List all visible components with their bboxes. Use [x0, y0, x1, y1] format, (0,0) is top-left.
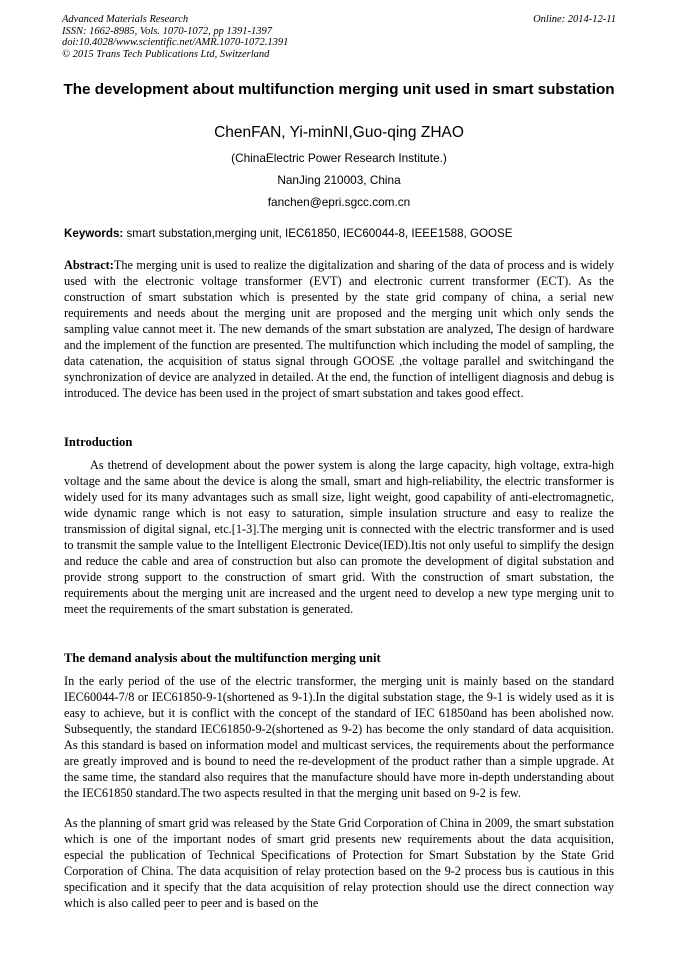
- journal-name: Advanced Materials Research: [62, 14, 189, 25]
- affiliation-city: NanJing 210003, China: [277, 173, 401, 187]
- abstract-label: Abstract:: [64, 258, 114, 272]
- demand-heading: The demand analysis about the multifunction merging unit: [64, 651, 381, 665]
- page-header: [62, 14, 616, 60]
- abstract: [64, 257, 614, 401]
- author-email: fanchen@epri.sgcc.com.cn: [267, 195, 411, 209]
- introduction-paragraph: As thetrend of development about the power system is along the large capacity, high voltage, extra-high voltage and the same about the device is along the small, smart and high-reliability, the electric transformer is widely used for its many advantages such as small size, light weight, good capability of anti-electromagnetic, wide dynamic range which is not easy to saturation, simple insulation structure and easy to realize the transmission of digital signal, etc.[1-3].The merging unit is connected with the electric transformer and is used to transmit the sample value to the Intelligent Electronic Device(IED).Itis not only useful to simplify the design and reduce the cable and area of construction but also can promote the development of digital substation and provide strong support to the construction of smart grid. With the construction of smart substation, the requirements about the merging unit are increased and the urgent need to develop a new type merging unit to meet the requirements of the smart substation is generated.: [64, 458, 614, 617]
- issn-line: ISSN: 1662-8985, Vols. 1070-1072, pp 1391-1397: [62, 25, 272, 37]
- doi-line: doi:10.4028/www.scientific.net/AMR.1070-1072.1391: [62, 37, 289, 48]
- authors: ChenFAN, Yi-minNI,Guo-qing ZHAO: [214, 124, 464, 141]
- keywords-label: Keywords:: [64, 227, 124, 240]
- online-date: Online: 2014-12-11: [533, 14, 616, 25]
- introduction-heading: Introduction: [64, 435, 133, 449]
- keywords: [64, 227, 614, 241]
- demand-paragraph-1: In the early period of the use of the electric transformer, the merging unit is mainly based on the standard IEC60044-7/8 or IEC61850-9-1(shortened as 9-1).In the digital substation stage, the 9-1 is widely used as it is easy to achieve, but it is conflict with the concept of the standard of IEC 61850and has been abolished now. Subsequently, the standard IEC61850-9-2(shortened as 9-2) has become the only standard of data acquisition. As this standard is based on information model and multicast services, the requirements about the performance are greatly improved and is bound to need the re-development of the product rather than a simple upgrade. At the same time, the standard also requires that the manufacture should have more in-depth understanding about the IEC61850 standard.The two aspects resulted in that the merging unit based on 9-2 is few.: [64, 674, 614, 801]
- demand-paragraph-2: As the planning of smart grid was released by the State Grid Corporation of China in 2009, the smart substation which is one of the important nodes of smart grid presents new requirements about the data acquisition, especial the publication of Technical Specifications of Protection for Smart Substation by the State Grid Corporation of China. The data acquisition of relay protection based on the 9-2 process bus is cautious in this specification and it specify that the data acquisition of relay protection should use the direct connection way which is also called peer to peer and is based on the: [64, 816, 614, 911]
- abstract-text: The merging unit is used to realize the digitalization and sharing of the data of process and is widely used with the electronic voltage transformer (EVT) and electronic current transformer (ECT). As the construction of smart substation which is presented by the state grid company of china, a serial new requirements and needs about the merging unit are proposed and the merging unit which only sends the sampling value cannot meet it. The new demands of the smart substation are analyzed, The design of hardware and the implement of the function are presented. The multifunction which including the model of sampling, the data catenation, the acquisition of status signal through GOOSE ,the voltage parallel and switchingand the synchronization of device are analyzed in detailed. At the end, the function of intelligent diagnosis and debug is introduced. The device has been used in the project of smart substation and takes good effect.: [64, 258, 614, 401]
- affiliation-institute: (ChinaElectric Power Research Institute.): [231, 151, 447, 165]
- paper-title: The development about multifunction merging unit used in smart substation: [63, 81, 615, 98]
- keywords-text: smart substation,merging unit, IEC61850, IEC60044-8, IEEE1588, GOOSE: [123, 227, 513, 240]
- copyright-line: © 2015 Trans Tech Publications Ltd, Switzerland: [62, 48, 270, 60]
